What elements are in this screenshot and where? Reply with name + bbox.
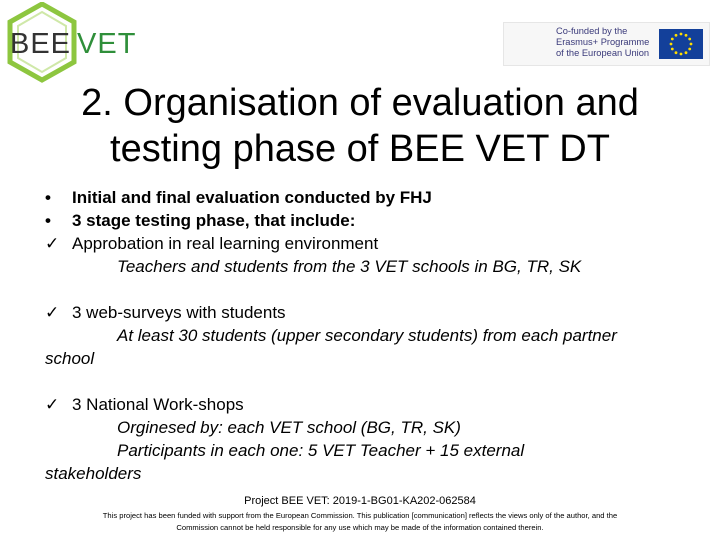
eu-line-3: of the European Union: [556, 48, 650, 58]
sub-text: At least 30 students (upper secondary students) from each partner: [117, 326, 617, 345]
logo-wordmark: [10, 28, 136, 61]
sub-text-wrap: stakeholders: [45, 464, 142, 483]
sub-text: Orginesed by: each VET school (BG, TR, SK): [117, 418, 461, 437]
check-item: [45, 393, 695, 416]
bee-vet-logo: [2, 2, 152, 86]
bullet-mark: •: [45, 211, 51, 230]
eu-cofunded-text: [556, 26, 654, 59]
bullet-mark: •: [45, 188, 51, 207]
check-item: [45, 301, 695, 324]
check-text: 3 web-surveys with students: [72, 303, 286, 322]
project-code: Project BEE VET: 2019-1-BG01-KA202-062584: [244, 495, 476, 507]
check-icon: ✓: [45, 395, 60, 414]
disclaimer: [50, 510, 670, 534]
logo-vet: VET: [77, 28, 137, 60]
bullet-item: [45, 186, 695, 209]
title-line-2: testing phase of BEE VET DT: [110, 128, 610, 170]
check-icon: ✓: [45, 303, 60, 322]
eu-line-1: Co-funded by the: [556, 26, 628, 36]
eu-cofunded-badge: [503, 22, 710, 66]
disclaimer-line-1: This project has been funded with support from the European Commission. This publication [communication] reflects the views only of the author, and the: [102, 511, 618, 520]
eu-line-2: Erasmus+ Programme: [556, 37, 650, 47]
logo-bee: BEE: [10, 28, 72, 60]
sub-text: Teachers and students from the 3 VET schools in BG, TR, SK: [117, 257, 582, 276]
check-item: [45, 232, 695, 255]
bullet-text: 3 stage testing phase, that include:: [72, 211, 356, 230]
check-icon: ✓: [45, 234, 60, 253]
bullet-text: Initial and final evaluation conducted by FHJ: [72, 188, 432, 207]
sub-text: Participants in each one: 5 VET Teacher + 15 external: [117, 441, 525, 460]
disclaimer-line-2: Commission cannot be held responsible for any use which may be made of the information contained therein.: [176, 523, 544, 532]
eu-flag-icon: [659, 29, 703, 59]
page-title: [40, 80, 680, 172]
check-text: 3 National Work-shops: [72, 395, 244, 414]
bullet-item: [45, 209, 695, 232]
sub-text-wrap: school: [45, 349, 95, 368]
content-body: [45, 186, 695, 485]
check-text: Approbation in real learning environment: [72, 234, 379, 253]
title-line-1: 2. Organisation of evaluation and: [81, 82, 639, 124]
